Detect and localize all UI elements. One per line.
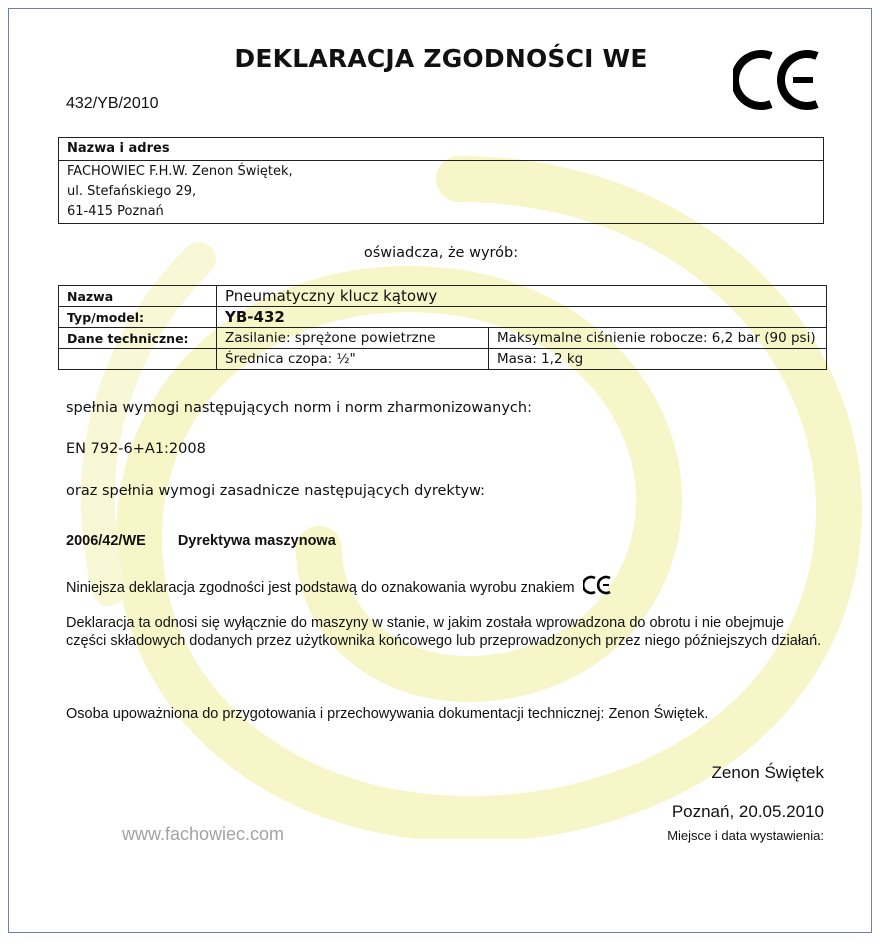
scope-statement: Deklaracja ta odnosi się wyłącznie do maszyny w stanie, w jakim została wprowadzona do obrotu i nie obejmuje części składowych dodanych przez użytkownika końcowego lub przeprowadzonych przez niego późniejszych działań. <box>66 615 822 649</box>
ce-mark-icon <box>733 48 821 112</box>
manufacturer-line: FACHOWIEC F.H.W. Zenon Świętek, <box>67 164 293 179</box>
product-table <box>58 285 827 370</box>
directive-code: 2006/42/WE <box>66 533 146 549</box>
tech-drive-size: Średnica czopa: ½" <box>217 349 489 370</box>
norms-intro: spełnia wymogi następujących norm i norm zharmonizowanych: <box>66 400 532 416</box>
norm-standard: EN 792-6+A1:2008 <box>66 441 206 457</box>
manufacturer-address <box>59 161 824 224</box>
tech-weight: Masa: 1,2 kg <box>489 349 827 370</box>
tech-max-pressure: Maksymalne ciśnienie robocze: 6,2 bar (90 psi) <box>489 328 827 349</box>
directive-row <box>66 533 336 549</box>
manufacturer-header: Nazwa i adres <box>59 138 824 161</box>
product-model-label: Typ/model: <box>59 307 217 328</box>
tech-empty-cell <box>59 349 217 370</box>
ce-mark-small-icon <box>583 575 613 595</box>
page-title: DEKLARACJA ZGODNOŚCI WE <box>234 44 648 73</box>
directives-intro: oraz spełnia wymogi zasadnicze następujących dyrektyw: <box>66 483 486 499</box>
marking-text: Niniejsza deklaracja zgodności jest podstawą do oznakowania wyrobu znakiem <box>66 580 575 596</box>
tech-supply: Zasilanie: sprężone powietrzne <box>217 328 489 349</box>
place-date-label: Miejsce i data wystawienia: <box>667 828 824 843</box>
manufacturer-line: ul. Stefańskiego 29, <box>67 184 197 199</box>
directive-name: Dyrektywa maszynowa <box>177 533 336 549</box>
product-name-label: Nazwa <box>59 286 217 307</box>
signatory-name: Zenon Świętek <box>711 763 824 782</box>
declares-text: oświadcza, że wyrób: <box>363 245 519 261</box>
authorized-person-text: Osoba upoważniona do przygotowania i przechowywania dokumentacji technicznej: Zenon Świętek. <box>66 706 709 722</box>
product-name-value: Pneumatyczny klucz kątowy <box>217 286 827 307</box>
website-url: www.fachowiec.com <box>122 824 285 844</box>
marking-statement <box>66 575 613 596</box>
tech-data-label: Dane techniczne: <box>59 328 217 349</box>
place-date: Poznań, 20.05.2010 <box>671 802 824 821</box>
product-model-value: YB-432 <box>217 307 827 328</box>
manufacturer-line: 61-415 Poznań <box>67 204 164 219</box>
document-reference: 432/YB/2010 <box>66 95 159 112</box>
manufacturer-box <box>58 137 824 224</box>
